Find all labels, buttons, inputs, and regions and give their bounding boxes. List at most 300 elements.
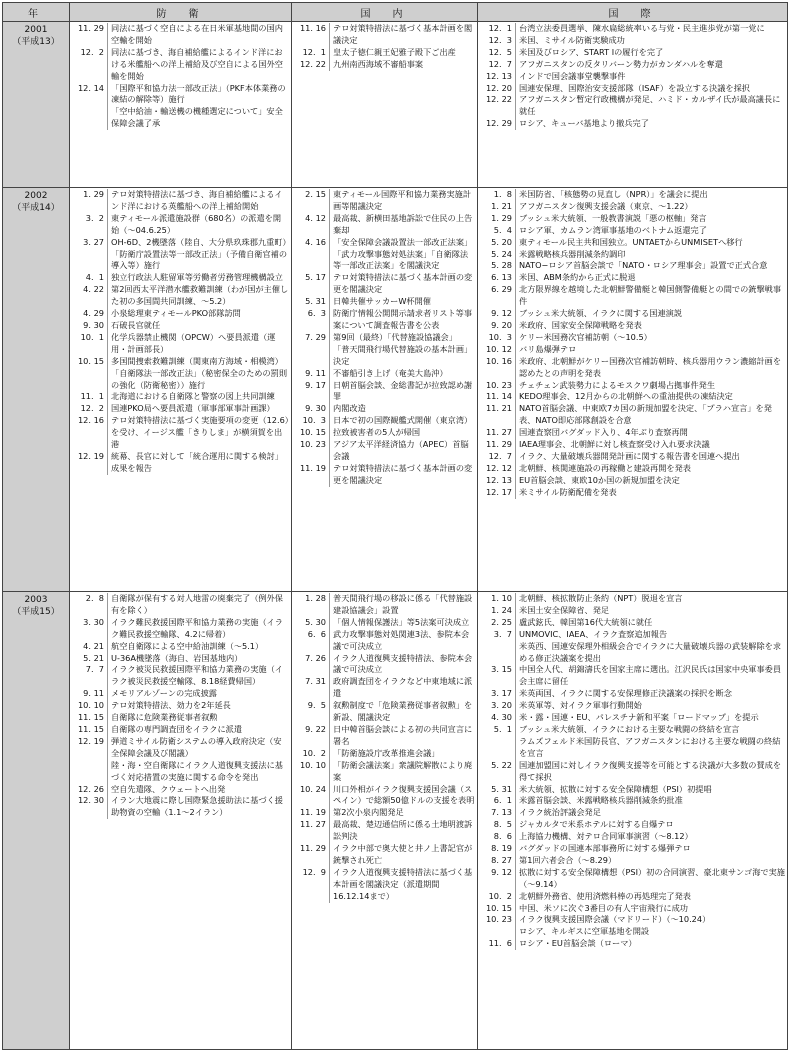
event-entry [70, 784, 291, 796]
event-entry [478, 664, 787, 688]
event-text: 米大統領、拡散に対する安全保障構想（PSI）初提唱 [519, 783, 712, 794]
event-date: 5. 31 [478, 784, 516, 796]
event-entry [70, 795, 291, 819]
event-text: 中国、米ソに次ぐ3番目の有人宇宙飛行に成功 [519, 902, 688, 913]
event-entry [478, 641, 787, 665]
event-text: 米露戦略核兵器削減条約調印 [519, 248, 626, 259]
event-entry [70, 712, 291, 724]
event-date: 10. 10 [70, 700, 108, 712]
event-date [70, 368, 108, 392]
event-text: 台湾立法委員選挙、陳水扁総統率いる与党・民主進歩党が第一党に [519, 23, 765, 33]
event-date [70, 249, 108, 273]
event-entry [292, 807, 477, 819]
event-entry [478, 914, 787, 926]
event-date: 10. 10 [292, 760, 330, 784]
event-date [70, 760, 108, 784]
event-entry [292, 629, 477, 653]
event-text: アフガニスタン暫定行政機構が発足、ハミド・カルザイ氏が最高議長に就任 [519, 94, 781, 117]
event-text: 米国、ミサイル防衛実験成功 [519, 34, 625, 45]
event-entry [70, 700, 291, 712]
event-entry [70, 249, 291, 273]
event-text: テロ対策特措法に基づく基本計画の変更を閣議決定 [333, 462, 473, 485]
event-entry [292, 784, 477, 808]
event-text: 米政府、国家安全保障戦略を発表 [519, 319, 642, 330]
event-text: 米ミサイル防衛配備を発表 [519, 486, 617, 497]
event-date: 2. 25 [478, 617, 516, 629]
event-entry [292, 439, 477, 463]
event-text: 自衛隊が保有する対人地雷の廃棄完了（例外保有を除く） [111, 593, 283, 615]
header-row [3, 3, 788, 22]
event-entry [478, 903, 787, 915]
event-date: 5. 20 [478, 237, 516, 249]
event-text: 北方限界線を越境した北朝鮮警備艇と韓国側警備艇との間での銃撃戦事件 [519, 284, 782, 307]
event-date: 5. 1 [478, 724, 516, 736]
event-entry [478, 700, 787, 712]
event-date: 12. 2 [70, 47, 108, 83]
event-entry [70, 617, 291, 641]
event-text: インドで国会議事堂襲撃事件 [519, 70, 626, 81]
event-date: 12. 30 [70, 795, 108, 819]
event-text: 米・露・国連・EU、パレスチナ新和平案「ロードマップ」を提示 [519, 712, 759, 723]
event-date: 11. 15 [70, 724, 108, 736]
event-date: 7. 26 [292, 653, 330, 677]
event-date: 10. 2 [292, 748, 330, 760]
era-label: （平成15） [12, 607, 60, 617]
event-date: 6. 1 [478, 795, 516, 807]
event-entry [478, 926, 787, 938]
international-cell [478, 188, 788, 592]
event-entry [478, 724, 787, 736]
event-entry [478, 380, 787, 392]
event-date: 1. 21 [478, 201, 516, 213]
event-text: ブッシュ米大統領、イラクに関する国連演説 [519, 308, 683, 319]
event-date: 12. 12 [478, 463, 516, 475]
event-text: 東ティモール派遣施設群（680名）の派遣を開始（〜04.6.25） [111, 212, 282, 235]
year-cell [3, 22, 70, 188]
event-entry [478, 736, 787, 760]
event-text: イラク、大量破壊兵器開発計画に関する報告書を国連へ提出 [519, 450, 740, 461]
event-entry [70, 688, 291, 700]
event-entry [478, 94, 787, 118]
event-text: 「自衛隊法一部改正法」（秘密保全のための罰則の強化（防衛秘密））施行 [111, 367, 288, 390]
event-entry [70, 237, 291, 249]
event-text: 米国土安全保障省、発足 [519, 604, 610, 615]
event-entry [478, 819, 787, 831]
event-date: 1. 28 [292, 593, 330, 617]
event-text: 不審船引き上げ（奄美大島沖） [333, 367, 448, 378]
event-entry [478, 593, 787, 605]
event-entry [292, 189, 477, 213]
event-text: 米国防省、「核態勢の見直し（NPR）」を議会に提出 [519, 189, 708, 199]
event-date: 7. 7 [70, 664, 108, 688]
event-date: 12. 3 [478, 35, 516, 47]
event-date: 8. 6 [478, 831, 516, 843]
event-entry [70, 106, 291, 130]
event-entry [478, 867, 787, 891]
event-date: 4. 12 [292, 213, 330, 237]
event-date: 11. 6 [478, 938, 516, 950]
year-label: 2001 [24, 25, 48, 35]
event-text: 第2次小泉内閣発足 [333, 807, 404, 818]
event-date: 11. 14 [478, 391, 516, 403]
event-text: バリ島爆弾テロ [519, 343, 577, 354]
event-date: 12. 26 [70, 784, 108, 796]
international-cell [478, 592, 788, 1050]
event-text: 拉致被害者の5人が帰国 [333, 427, 421, 438]
event-date: 12. 20 [478, 83, 516, 95]
event-entry [292, 867, 477, 903]
event-date: 9. 12 [478, 308, 516, 320]
event-entry [70, 189, 291, 213]
event-entry [292, 760, 477, 784]
event-entry [478, 617, 787, 629]
event-text: バグダッドの国連本部事務所に対する爆弾テロ [519, 843, 691, 854]
event-text: 川口外相がイラク復興支援国会議（スペイン）で総額50億ドルの支援を表明 [333, 783, 475, 806]
event-entry [70, 213, 291, 237]
event-date: 9. 11 [70, 688, 108, 700]
event-entry [70, 23, 291, 47]
event-date: 2. 15 [292, 189, 330, 213]
event-text: チェチェン武装勢力によるモスクワ劇場占拠事件発生 [519, 379, 716, 390]
event-text: 「空中給油・輸送機の機種選定について」安全保障会議了承 [111, 106, 283, 129]
year-row [3, 22, 788, 188]
event-date: 10. 24 [292, 784, 330, 808]
event-entry [478, 605, 787, 617]
event-text: 北朝鮮、核拡散防止条約（NPT）脱退を宣言 [519, 593, 683, 603]
event-entry [292, 308, 477, 332]
event-entry [292, 272, 477, 296]
event-date: 12. 14 [70, 83, 108, 107]
header-domestic: 国 内 [292, 3, 478, 22]
event-text: テロ対策特措法、効力を2年延長 [111, 700, 231, 711]
event-text: 独立行政法人駐留軍等労働者労務管理機構設立 [111, 272, 283, 283]
event-text: 米国、ABM条約から正式に脱退 [519, 272, 636, 283]
event-text: イラク復興支援国際会議（マドリード）（〜10.24） [519, 914, 711, 925]
event-entry [70, 284, 291, 308]
event-date: 4. 1 [70, 272, 108, 284]
header-year: 年 [3, 3, 70, 22]
event-text: メモリアルゾーンの完成披露 [111, 688, 217, 699]
event-entry [292, 700, 477, 724]
event-entry [478, 284, 787, 308]
event-entry [478, 356, 787, 380]
event-text: NATO首脳会議、中東欧7カ国の新規加盟を決定、「プラハ宣言」を発表、NATO即応部隊創設を合意 [519, 403, 772, 426]
event-text: イラク難民救援国際平和協力業務の実施（イラク難民救援空輸隊、4.2に帰着） [111, 616, 283, 639]
event-text: 国連加盟国に対しイラク復興支援等を可能とする決議が大多数の賛成を得て採択 [519, 759, 782, 782]
event-text: KEDO理事会、12月からの北朝鮮への重油提供の凍結決定 [519, 391, 733, 402]
event-text: 第9回（最終）「代替施設協議会」 [333, 331, 457, 342]
event-entry [478, 201, 787, 213]
event-date: 3. 30 [70, 617, 108, 641]
event-text: NATO−ロシア首脳会談で「NATO・ロシア理事会」設置で正式合意 [519, 260, 768, 271]
event-text: 空自先遣隊、クウェートへ出発 [111, 783, 226, 794]
year-cell [3, 592, 70, 1050]
event-text: IAEA理事会、北朝鮮に対し核査察受け入れ要求決議 [519, 439, 710, 450]
event-date: 12. 7 [478, 451, 516, 463]
event-text: 多国間捜索救難訓練（関東南方海域・相模湾） [111, 355, 283, 366]
event-date: 10. 23 [478, 380, 516, 392]
event-text: 皇太子徳仁親王妃雅子殿下ご出産 [333, 46, 456, 57]
event-entry [292, 676, 477, 700]
event-date: 4. 29 [70, 308, 108, 320]
event-text: 叙勲制度で「危険業務従事者叙勲」を新設、閣議決定 [333, 700, 473, 723]
chronology-table [2, 2, 788, 1050]
event-entry [70, 641, 291, 653]
event-text: アジア太平洋経済協力（APEC）首脳会議 [333, 439, 469, 461]
event-entry [70, 415, 291, 451]
event-entry [478, 403, 787, 427]
event-text: テロ対策特措法に基づく実施要項の変更（12.6）を受け、イージス艦「きりしま」が横須賀を出港 [111, 415, 289, 450]
defense-cell [70, 592, 292, 1050]
event-entry [70, 356, 291, 368]
event-entry [292, 59, 477, 71]
domestic-cell [292, 592, 478, 1050]
event-text: 化学兵器禁止機関（OPCW）へ要員派遣（運用・計画部長） [111, 331, 276, 354]
event-text: 日朝首脳会談、金総書記が拉致認め謝罪 [333, 379, 473, 402]
event-date: 7. 29 [292, 332, 330, 344]
event-entry [292, 344, 477, 368]
event-date: 12. 16 [70, 415, 108, 451]
event-date: 11. 29 [292, 843, 330, 867]
event-text: 最高裁、新横田基地訴訟で住民の上告棄却 [333, 212, 473, 235]
event-entry [478, 35, 787, 47]
event-date: 12. 13 [478, 475, 516, 487]
event-text: 東ティモール民主共和国独立。UNTAETからUNMISETへ移行 [519, 236, 743, 247]
event-text: イラク被災民救援国際平和協力業務の実施（イラク被災民救援空輸隊、8.18経費帰国） [111, 664, 283, 687]
event-date: 6. 29 [478, 284, 516, 308]
event-date: 5. 17 [292, 272, 330, 296]
year-row [3, 592, 788, 1050]
event-text: 米国及びロシア、START Ⅰの履行を完了 [519, 46, 664, 57]
event-text: 弾道ミサイル防衛システムの導入政府決定（安全保障会議及び閣議） [111, 735, 282, 758]
event-date [292, 344, 330, 368]
event-date: 5. 28 [478, 260, 516, 272]
defense-cell [70, 22, 292, 188]
event-text: 航空自衛隊による空中給油訓練（〜5.1） [111, 640, 264, 651]
event-text: 政府調査団をイラクなど中東地域に派遣 [333, 676, 473, 699]
event-date: 1. 29 [70, 189, 108, 213]
event-text: テロ対策特措法に基づく基本計画の変更を閣議決定 [333, 272, 473, 295]
event-entry [478, 249, 787, 261]
event-entry [292, 819, 477, 843]
event-date: 12. 22 [478, 94, 516, 118]
event-entry [292, 332, 477, 344]
event-text: 「国際平和協力法一部改正法」（PKF本体業務の凍結の解除等）施行 [111, 82, 286, 105]
header-defense: 防 衛 [70, 3, 292, 22]
event-text: 第2回西太平洋潜水艦救難訓練（わが国が主催した初の多国間共同訓練、〜5.2） [111, 284, 289, 307]
event-text: EU首脳会談、東欧10か国の新規加盟を決定 [519, 474, 680, 485]
event-text: テロ対策特措法に基づき、海自補給艦によるインド洋における英艦船への洋上補給開始 [111, 189, 283, 211]
event-entry [70, 320, 291, 332]
event-entry [292, 296, 477, 308]
defense-cell [70, 188, 292, 592]
event-text: イラク人道復興支援特措法、参院本会議で可決成立 [333, 652, 473, 675]
domestic-cell [292, 188, 478, 592]
event-text: 国連PKO局へ要員派遣（軍事部軍事計画課） [111, 403, 275, 414]
event-date: 5. 4 [478, 225, 516, 237]
event-date: 10. 23 [292, 439, 330, 463]
event-entry [478, 784, 787, 796]
event-text: ブッシュ米大統領、イラクにおける主要な戦闘の終結を宣言 [519, 723, 740, 734]
event-text: 東ティモール国際平和協力業務実施計画等閣議決定 [333, 189, 472, 211]
header-international: 国 際 [478, 3, 788, 22]
event-entry [478, 487, 787, 499]
event-date: 5. 24 [478, 249, 516, 261]
event-text: 防衛庁情報公開開示請求者リスト等事案について調査報告書を公表 [333, 308, 473, 330]
event-text: 米政府、北朝鮮がケリー国務次官補訪朝時、核兵器用ウラン濃縮計画を認めたとの声明を発表 [519, 355, 782, 378]
event-text: 日中韓首脳会談による初の共同宣言に署名 [333, 723, 473, 746]
event-date: 10. 15 [292, 427, 330, 439]
event-entry [478, 118, 787, 130]
event-date: 2. 8 [70, 593, 108, 617]
event-date: 12. 19 [70, 736, 108, 760]
event-date: 11. 27 [292, 819, 330, 843]
event-entry [478, 320, 787, 332]
event-entry [292, 23, 477, 47]
event-date: 11. 27 [478, 427, 516, 439]
event-date: 8. 27 [478, 855, 516, 867]
event-date: 4. 21 [70, 641, 108, 653]
event-entry [478, 23, 787, 35]
event-entry [70, 83, 291, 107]
event-date: 10. 15 [478, 903, 516, 915]
event-entry [70, 403, 291, 415]
event-entry [478, 391, 787, 403]
event-text: 石破長官就任 [111, 319, 161, 330]
event-date: 4. 22 [70, 284, 108, 308]
event-date: 12. 19 [70, 451, 108, 475]
event-entry [478, 891, 787, 903]
event-entry [478, 439, 787, 451]
event-date: 10. 16 [478, 356, 516, 380]
event-text: ロシア、キルギスに空軍基地を開設 [519, 926, 650, 937]
event-text: 「個人情報保護法」等5法案可決成立 [333, 616, 470, 627]
event-entry [292, 213, 477, 237]
event-entry [292, 380, 477, 404]
event-entry [478, 843, 787, 855]
event-date: 10. 12 [478, 344, 516, 356]
event-text: 統幕、長官に対して「統合運用に関する検討」成果を報告 [111, 450, 283, 473]
event-text: 米英西、国連安保理外相級会合でイラクに大量破壊兵器の武装解除を求める修正決議案を提出 [519, 640, 782, 663]
event-date: 10. 15 [70, 356, 108, 368]
event-date: 7. 13 [478, 807, 516, 819]
event-text: イラン大地震に際し国際緊急援助法に基づく援助物資の空輸（1.1〜2イラン） [111, 795, 283, 818]
event-entry [70, 272, 291, 284]
event-text: 米英軍等、対イラク軍事行動開始 [519, 700, 642, 711]
event-text: 同法に基づく空自による在日米軍基地間の国内空輸を開始 [111, 23, 283, 45]
event-text: 北朝鮮外務省、使用済燃料棒の再処理完了発表 [519, 890, 691, 901]
event-text: 盧武鉉氏、韓国第16代大統領に就任 [519, 616, 653, 627]
event-entry [70, 332, 291, 356]
event-text: アフガニスタンの反タリバーン勢力がカンダハルを奪還 [519, 58, 723, 69]
event-text: ジャカルタで米系ホテルに対する自爆テロ [519, 819, 674, 830]
era-label: （平成14） [12, 203, 60, 213]
event-text: 日韓共催サッカーW杯開催 [333, 296, 431, 307]
event-date: 4. 30 [478, 712, 516, 724]
event-entry [70, 451, 291, 475]
event-text: 内閣改造 [333, 403, 366, 414]
event-date: 11. 29 [70, 23, 108, 47]
event-entry [478, 463, 787, 475]
event-entry [292, 593, 477, 617]
event-date: 11. 1 [70, 391, 108, 403]
event-entry [70, 653, 291, 665]
event-text: 九州南西海域不審船事案 [333, 58, 424, 69]
event-entry [70, 593, 291, 617]
event-date: 12. 13 [478, 71, 516, 83]
event-date: 6. 6 [292, 629, 330, 653]
event-entry [478, 831, 787, 843]
event-date: 1. 24 [478, 605, 516, 617]
event-date: 3. 20 [478, 700, 516, 712]
event-text: UNMOVIC、IAEA、イラク査察追加報告 [519, 628, 668, 639]
event-text: 米露首脳会談、米露戦略核兵器削減条約批准 [519, 795, 683, 806]
event-date: 7. 31 [292, 676, 330, 700]
event-date [478, 641, 516, 665]
event-entry [292, 463, 477, 487]
event-entry [478, 427, 787, 439]
event-text: ケリー米国務次官補訪朝（〜10.5） [519, 331, 652, 342]
event-entry [478, 938, 787, 950]
event-date: 10. 23 [478, 914, 516, 926]
event-date: 12. 9 [292, 867, 330, 903]
event-date [478, 926, 516, 938]
event-text: 普天間飛行場の移設に係る「代替施設建設協議会」設置 [333, 593, 473, 615]
event-date: 11. 21 [478, 403, 516, 427]
event-date: 9. 22 [292, 724, 330, 748]
event-entry [478, 260, 787, 272]
event-entry [478, 629, 787, 641]
event-text: アフガニスタン復興支援会議（東京、〜1.22） [519, 200, 693, 211]
event-date: 9. 11 [292, 368, 330, 380]
event-text: 自衛隊の専門調査団をイラクに派遣 [111, 723, 243, 734]
event-entry [478, 189, 787, 201]
year-cell [3, 188, 70, 592]
event-entry [478, 83, 787, 95]
event-date: 9. 30 [292, 403, 330, 415]
event-text: イラク中部で奥大使と井ノ上書記官が銃撃され死亡 [333, 843, 473, 865]
event-entry [292, 617, 477, 629]
event-text: 北海道における自衛隊と警察の図上共同訓練 [111, 391, 275, 402]
event-date: 12. 17 [478, 487, 516, 499]
event-entry [292, 843, 477, 867]
year-row [3, 188, 788, 592]
event-text: 「安全保障会議設置法一部改正法案」「武力攻撃事態対処法案」「自衛隊法等一部改正法案」を閣議決定 [333, 236, 473, 271]
event-date: 3. 2 [70, 213, 108, 237]
event-date: 12. 2 [70, 403, 108, 415]
event-text: U-36A機墜落（海自、岩国基地内） [111, 652, 243, 663]
event-text: ラムズフェルド米国防長官、アフガニスタンにおける主要な戦闘の終結を宣言 [519, 735, 781, 758]
event-text: 拡散に対する安全保障構想（PSI）初の合同演習、豪北東サンゴ海で実施（〜9.14） [519, 866, 785, 889]
event-text: 「防衛会議法案」衆議院解散により廃案 [333, 759, 473, 782]
event-text: 「普天間飛行場代替施設の基本計画」決定 [333, 343, 473, 366]
event-date: 9. 5 [292, 700, 330, 724]
event-entry [478, 344, 787, 356]
event-text: OH-6D、2機墜落（陸自、大分県玖珠郡九重町） [111, 236, 291, 247]
event-entry [70, 391, 291, 403]
event-date: 12. 1 [478, 23, 516, 35]
event-text: 武力攻撃事態対処関連3法、参院本会議で可決成立 [333, 628, 470, 651]
event-date: 3. 17 [478, 688, 516, 700]
event-entry [292, 237, 477, 273]
event-entry [478, 237, 787, 249]
event-date: 5. 30 [292, 617, 330, 629]
event-text: 「防衛施設庁改革推進会議」 [333, 747, 440, 758]
event-entry [292, 368, 477, 380]
event-date: 1. 8 [478, 189, 516, 201]
event-entry [478, 688, 787, 700]
event-entry [478, 71, 787, 83]
